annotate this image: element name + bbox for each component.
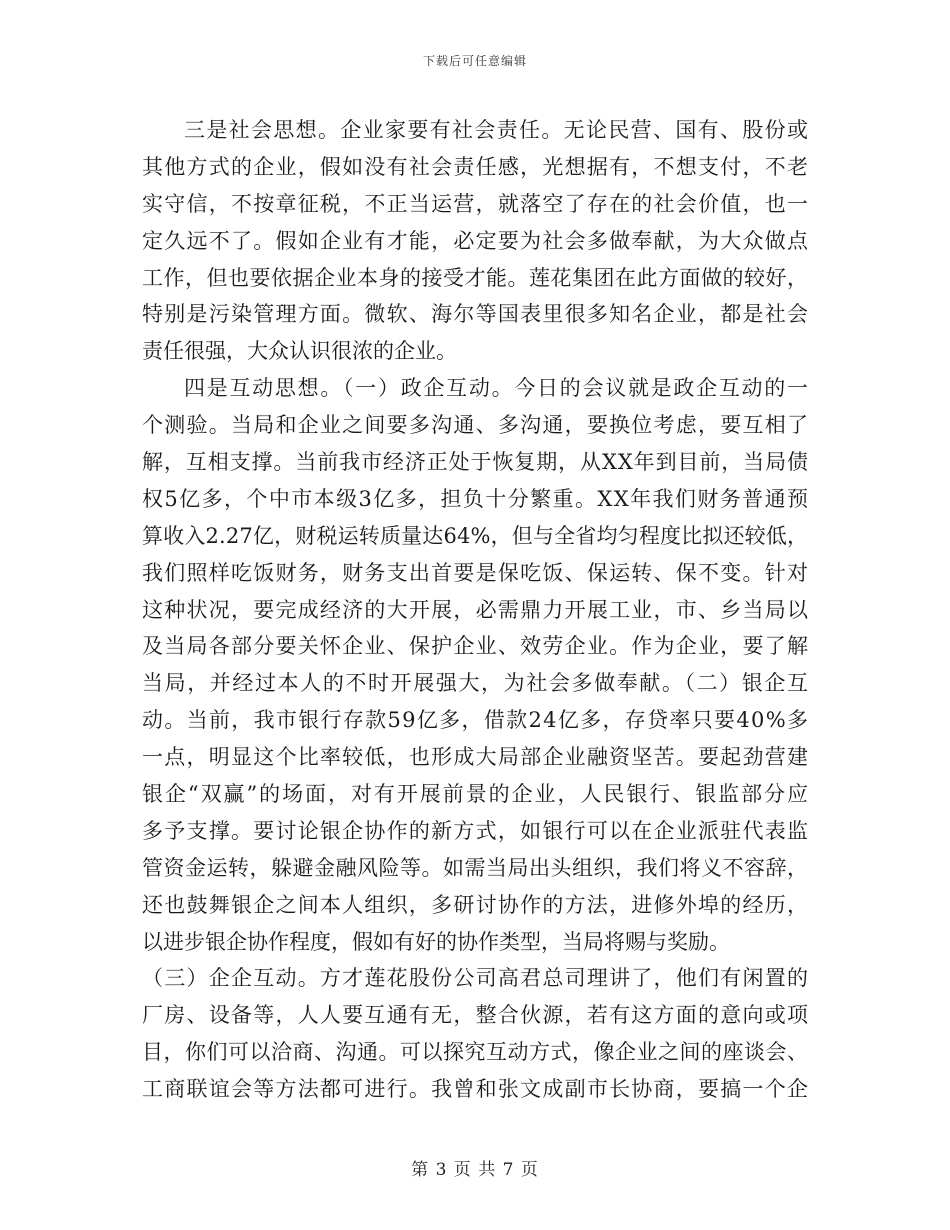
text-line: 权5亿多，个中市本级3亿多，担负十分繁重。XX年我们财务普通预: [142, 486, 810, 511]
text-line: 定久远不了。假如企业有才能，必定要为社会多做奉献，为大众做点: [142, 228, 810, 253]
document-body: [142, 112, 808, 1108]
text-line: 管资金运转，躲避金融风险等。如需当局出头组织，我们将义不容辞，: [142, 855, 809, 880]
text-line: 实守信，不按章征税，不正当运营，就落空了存在的社会价值，也一: [142, 191, 810, 216]
page-footer: 第 3 页 共 7 页: [411, 1160, 539, 1180]
text-line: 银企“双赢”的场面，对有开展前景的企业，人民银行、银监部分应: [142, 782, 810, 807]
page-header: 下载后可任意编辑: [422, 54, 527, 68]
text-line: 解，互相支撑。当前我市经济正处于恢复期，从XX年到目前，当局债: [142, 450, 809, 475]
text-line: 以进步银企协作程度，假如有好的协作类型，当局将赐与奖励。: [142, 929, 730, 954]
text-line: 特别是污染管理方面。微软、海尔等国表里很多知名企业，都是社会: [142, 302, 810, 327]
text-line: 个测验。当局和企业之间要多沟通、多沟通，要换位考虑，要互相了: [142, 413, 810, 438]
text-line: 当局，并经过本人的不时开展强大，为社会多做奉献。（二）银企互: [142, 671, 810, 696]
text-line: 厂房、设备等，人人要互通有无，整合伙源，若有这方面的意向或项: [142, 1003, 810, 1028]
text-line: 工商联谊会等方法都可进行。我曾和张文成副市长协商，要搞一个企: [142, 1077, 810, 1102]
text-line: 四是互动思想。（一）政企互动。今日的会议就是政企互动的一: [184, 376, 810, 401]
text-line: 还也鼓舞银企之间本人组织，多研讨协作的方法，进修外埠的经历，: [142, 892, 810, 917]
text-line: 动。当前，我市银行存款59亿多，借款24亿多，存贷率只要40%多: [142, 708, 810, 733]
text-line: 其他方式的企业，假如没有社会责任感，光想据有，不想支付，不老: [142, 154, 810, 179]
text-line: 责任很强，大众认识很浓的企业。: [142, 339, 457, 364]
text-line: 目，你们可以洽商、沟通。可以探究互动方式，像企业之间的座谈会、: [142, 1040, 809, 1065]
text-line: 多予支撑。要讨论银企协作的新方式，如银行可以在企业派驻代表监: [142, 818, 810, 843]
text-line: 我们照样吃饭财务，财务支出首要是保吃饭、保运转、保不变。针对: [142, 560, 810, 585]
text-line: 一点，明显这个比率较低，也形成大局部企业融资坚苦。要起劲营建: [142, 745, 810, 770]
text-line: 三是社会思想。企业家要有社会责任。无论民营、国有、股份或: [184, 118, 810, 142]
text-line: 及当局各部分要关怀企业、保护企业、效劳企业。作为企业，要了解: [142, 634, 810, 659]
text-line: 算收入2.27亿，财税运转质量达64%，但与全省均匀程度比拟还较低，: [142, 523, 809, 548]
text-line: 这种状况，要完成经济的大开展，必需鼎力开展工业，市、乡当局以: [142, 597, 810, 622]
text-line: 工作，但也要依据企业本身的接受才能。莲花集团在此方面做的较好，: [142, 265, 809, 290]
text-line: （三）企企互动。方才莲花股份公司高君总司理讲了，他们有闲置的: [142, 966, 810, 991]
